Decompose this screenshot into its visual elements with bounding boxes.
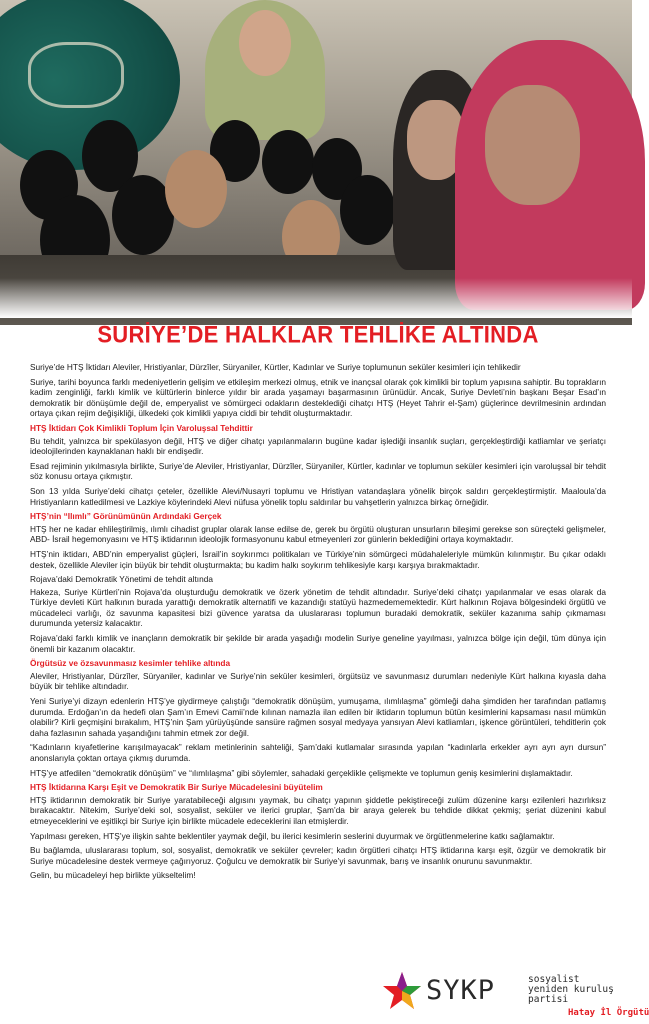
paragraph: Son 13 yılda Suriye’deki cihatçı çeteler, özellikle Alevi/Nusayri toplumu ve Hristiyan vatandaşlara yönelik birçok saldırı gerçekleştirmiştir. Maaloula’da Hristiyanların katledilmesi ve Lazkiye köylerindeki Alevi nüfusa yönelik toplu saldırılar bu vahşetlerin yalnızca birkaç örneğidir. (30, 485, 606, 507)
paragraph: Esad rejiminin yıkılmasıyla birlikte, Suriye’de Aleviler, Hristiyanlar, Dürzîler, Süryaniler, Kürtler, kadınlar ve toplumun seküler kesimleri için varoluşsal bir tehdit söz konusu ortaya çıkmıştır. (30, 460, 606, 482)
section-heading: HTŞ İktidarı Çok Kimlikli Toplum İçin Varoluşsal Tehdittir (30, 422, 253, 433)
paragraph: Bu bağlamda, uluslararası toplum, sol, sosyalist, demokratik ve seküler çevreler; kadın örgütleri cihatçı HTŞ iktidarına karşı eşit, özgür ve demokratik bir Suriye mücadelesine destek vermeye çağırıyoruz. Çoğulcu ve demokratik bir Suriye’yi savunmak, barış ve insanlık onurunu savunmaktır. (30, 845, 606, 866)
logo-tagline: sosyalist yeniden kuruluş partisi (528, 974, 614, 1005)
section-heading: Rojava’daki Demokratik Yönetimi de tehdit altında (30, 574, 213, 585)
logo-branch: Hatay İl Örgütü (568, 1008, 649, 1018)
paragraph: HTŞ’nin iktidarı, ABD’nin emperyalist güçleri, İsrail’in soykırımcı politikaları ve Türkiye’nin sömürgeci müdahaleleriyle mümkün kılınmıştır. Bu çıkar odaklı destek, özellikle Aleviler için büyük bir tehdit oluşturmakta; bu kadim halkı soykırım tehlikesiyle karşı karşıya bırakmaktadır. (30, 548, 606, 570)
paragraph: Suriye’de HTŞ İktidarı Aleviler, Hristiyanlar, Dürzîler, Süryaniler, Kürtler, Kadınlar ve Suriye toplumunun seküler kesimleri için tehlikedir (30, 362, 521, 372)
paragraph: Aleviler, Hristiyanlar, Dürzîler, Süryaniler, kadınlar ve Suriye’nin seküler kesimleri, örgütsüz ve savunmasız durumları nedeniyle Kürt halkına kıyasla daha büyük bir tehlike altındadır. (30, 670, 606, 692)
paragraph: Bu tehdit, yalnızca bir spekülasyon değil, HTŞ ve diğer cihatçı yapılanmaların bugüne kadar işlediği insanlık suçları, gerçekleştirdiği katliamlar ve şeriatçı ideolojilerinden kaynaklanan haklı bir endişedir. (30, 435, 606, 457)
star-icon (382, 971, 422, 1011)
logo-wordmark: SYKP (426, 975, 496, 1006)
paragraph: “Kadınların kıyafetlerine karışılmayacak” reklam metinlerinin sahteliği, Şam’daki kutlamalar sırasında yapılan “kadınlarla erkekler ayrı ayrı ayrı dursun” anonslarıyla çoktan ortaya çıkmış durumda. (30, 742, 606, 763)
paragraph: Rojava’daki farklı kimlik ve inançların demokratik bir şekilde bir arada yaşadığı modelin Suriye geneline yayılması, yalnızca bölge için değil, tüm dünya için önemli bir kazanım olacaktır. (30, 633, 606, 654)
section-heading: HTŞ’nin “Ilımlı” Görünümünün Ardındaki Gerçek (30, 511, 222, 522)
header-photo (0, 0, 632, 318)
section-heading: HTŞ İktidarına Karşı Eşit ve Demokratik Bir Suriye Mücadelesini büyütelim (30, 782, 323, 793)
page-title: SURİYE’DE HALKLAR TEHLİKE ALTINDA (97, 320, 539, 348)
party-logo (382, 967, 649, 1023)
paragraph: HTŞ her ne kadar ehlileştirilmiş, ılımlı cihadist gruplar olarak lanse edilse de, gerek bu örgütü oluşturan unsurların bileşimi gerekse son süreçteki gelişmeler, ABD- İsrail hegemonyasını ve HTŞ iktidarının ideolojik formasyonunu kabul etmeyenleri zor günlerin beklediğini ortaya koymaktadır. (30, 523, 606, 545)
article-body (0, 322, 632, 881)
paragraph: Gelin, bu mücadeleyi hep birlikte yükseltelim! (30, 870, 196, 881)
paragraph: Suriye, tarihi boyunca farklı medeniyetlerin gelişim ve etkileşim merkezi olmuş, etnik ve inançsal olarak çok kimlikli bir toplum yapısına sahiptir. Bu toprakların kadim zenginliği, farklı kimlik ve kültürlerin binlerce yıldır bir arada yaşamayı başarmasının ürünüdür. Ancak, Suriye Devleti’nin başkanı Beşar Esad’ın demokratik bir dönüşümle değil de, emperyalist ve sömürgeci odakların desteklediği cihatçı HTŞ (Heyet Tahrir el-Şam) güçlerince devrilmesinin ardından ortaya çıkan rejim değişikliği, ülkedeki çok kimlikli yapıya ciddi bir tehdit oluşturmaktadır. (30, 376, 606, 419)
paragraph: HTŞ iktidarının demokratik bir Suriye yaratabileceği algısını yaymak, bu cihatçı yapının şiddetle pekiştireceği zulüm düzenine karşı ezilenleri hazırlıksız bırakacaktır. Nitekim, Suriye’deki sol, sosyalist, seküler ve ilerici gruplar, Şam’da bir araya gelerek bu tehdide dikkat çekmiş; şeriat düzenini kabul etmeyeceklerini ve eşitlikçi bir Suriye için birlikte mücadele edeceklerini ilan etmişlerdir. (30, 794, 606, 826)
woman-crying-image (205, 0, 325, 140)
paragraph: Hakeza, Suriye Kürtleri’nin Rojava’da oluşturduğu demokratik ve özerk yönetim de tehdit altındadır. Suriye’deki cihatçı yapılanmalar ve esas olarak da Türkiye devleti Kürt halkının burada yarattığı demokratik alternatifi ve kazandığı statüyü hazmedememektedir. Kürt halkının Rojava bölgesindeki örgütlü ve mücadeleci varlığı, öz savunma kapasitesi bizi güvence yaratsa da uluslararası toplumun buradaki demokratik, seküler kazanıma sahip çıkmaması durumunda yetersiz kalacaktır. (30, 586, 606, 629)
section-heading: Örgütsüz ve özsavunmasız kesimler tehlike altında (30, 658, 231, 669)
paragraph: HTŞ’ye atfedilen “demokratik dönüşüm” ve “ılımlılaşma” gibi söylemler, sahadaki gerçeklikle çelişmekte ve toplumun geniş kesimlerini dışlamaktadır. (30, 767, 573, 778)
paragraph: Yeni Suriye’yi dizayn edenlerin HTŞ’ye giydirmeye çalıştığı “demokratik dönüşüm, yumuşama, ılımlılaşma” gömleği daha şimdiden her tarafından patlamış durumda. Erdoğan’ın da hedefi olan Şam’ın Emevi Camii’nde kılınan namazla ilan edilen bir iktidarın toplumun bütün kesimlerini kapsaması nasıl mümkün olabilir? Kirli geçmişini bırakalım, HTŞ’nin Şam yürüyüşünde sansüre rağmen sosyal medyaya yansıyan Alevi katliamları, işkence görüntüleri, tehditlerin çok daha fazlasının sahada yaşandığını tahmin etmek zor değil. (30, 696, 606, 738)
elderly-woman-image (455, 40, 645, 310)
paragraph: Yapılması gereken, HTŞ’ye ilişkin sahte beklentiler yaymak değil, bu ilerici kesimlerin seslerini duyurmak ve örgütlenmelerine katkı sağlamaktır. (30, 830, 555, 841)
